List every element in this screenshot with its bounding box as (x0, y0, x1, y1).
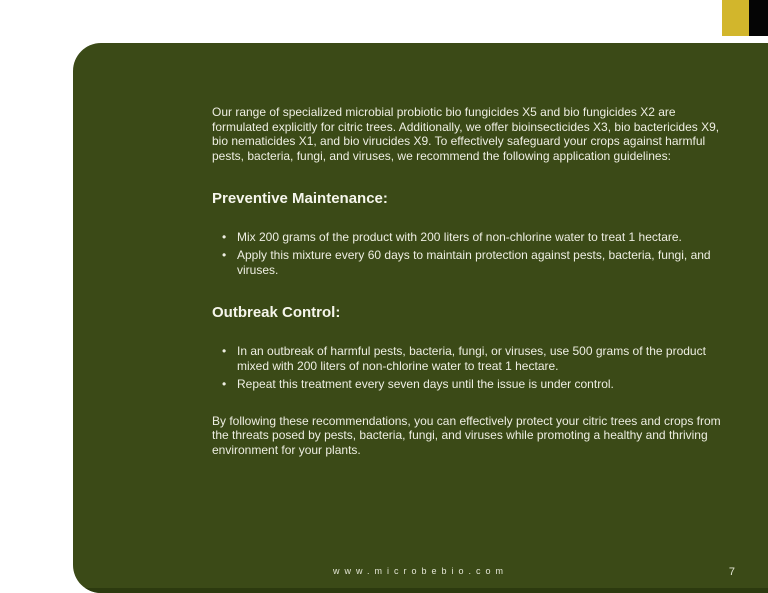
section-heading-preventive-maintenance: Preventive Maintenance: (212, 189, 388, 207)
outbreak-bullet-list (212, 344, 730, 392)
content-area (212, 105, 730, 471)
closing-paragraph: By following these recommendations, you can effectively protect your citric trees and crops from the threats posed by pests, bacteria, fungi, and viruses while promoting a healthy and thriving environment for your plants. (212, 413, 721, 458)
website-url: www.microbebio.com (332, 566, 509, 576)
corner-accent-yellow (722, 0, 749, 36)
bullet-text: Mix 200 grams of the product with 200 liters of non-chlorine water to treat 1 hectare. (237, 229, 682, 244)
section-heading-outbreak-control: Outbreak Control: (212, 303, 341, 321)
bullet-marker: • (222, 229, 227, 244)
bullet-marker: • (222, 343, 227, 358)
content-card (73, 43, 768, 593)
page-number: 7 (728, 566, 735, 578)
bullet-marker: • (222, 377, 227, 392)
preventive-bullet-list (212, 230, 730, 278)
bullet-text: In an outbreak of harmful pests, bacteria, fungi, or viruses, use 500 grams of the product mixed with 200 liters of non-chlorine water to treat 1 hectare. (237, 343, 706, 373)
bullet-item (212, 344, 730, 373)
intro-paragraph: Our range of specialized microbial probiotic bio fungicides X5 and bio fungicides X2 are formulated explicitly for citric trees. Additionally, we offer bioinsecticides X3, bio bactericides X9, bio nematicides X1, and bio virucides X9. To effectively safeguard your crops against harmful pests, bacteria, fungi, and viruses, we recommend the following application guidelines: (212, 105, 720, 163)
corner-accent-black (749, 0, 768, 36)
bullet-text: Repeat this treatment every seven days until the issue is under control. (237, 377, 614, 392)
bullet-item (212, 230, 730, 245)
bullet-item (212, 377, 730, 392)
bullet-text: Apply this mixture every 60 days to maintain protection against pests, bacteria, fungi, and viruses. (237, 248, 711, 278)
card-bottom-edge (73, 588, 768, 593)
bullet-item (212, 248, 730, 277)
bullet-marker: • (222, 248, 227, 263)
